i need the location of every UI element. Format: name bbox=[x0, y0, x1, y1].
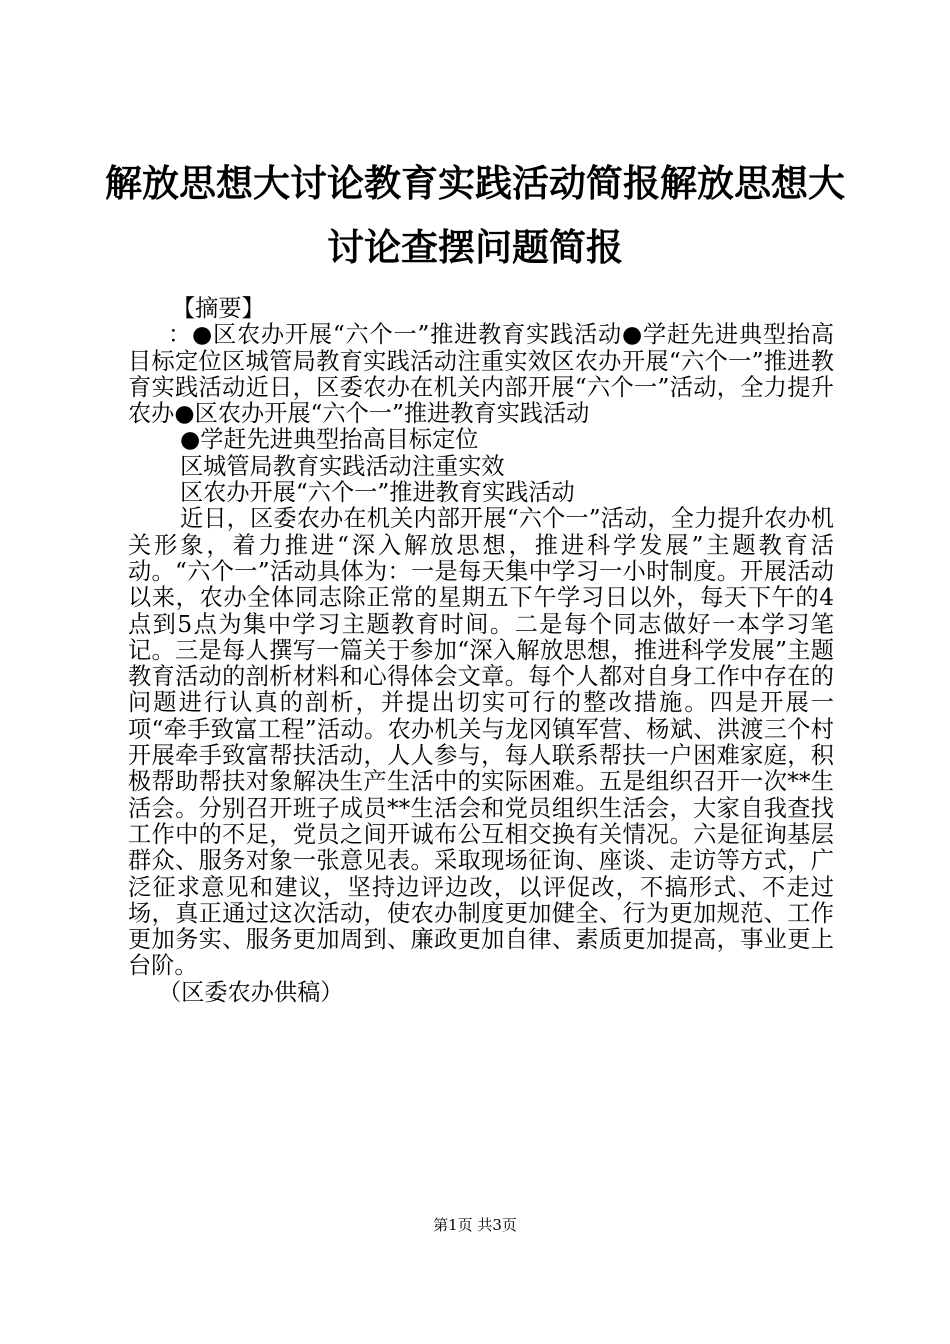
list-item-1: ●学赶先进典型抬高目标定位 bbox=[180, 426, 479, 454]
document-title-line-2: 讨论查摆问题简报 bbox=[327, 225, 623, 269]
source-note: （区委农办供稿） bbox=[158, 978, 344, 1006]
document-title-line-1: 解放思想大讨论教育实践活动简报解放思想大 bbox=[105, 161, 845, 205]
list-item-2: 区城管局教育实践活动注重实效 bbox=[180, 452, 505, 480]
main-paragraph: 近日，区委农办在机关内部开展“六个一”活动，全力提升农办机关形象，着力推进“深入解放思想，推进科学发展”主题教育活动。“六个一”活动具体为：一是每天集中学习一小时制度。开展活动以来，农办全体同志除正常的星期五下午学习日以外，每天下午的4点到5点为集中学习主题教育时间。二是每个同志做好一本学习笔记。三是每人撰写一篇关于参加“深入解放思想，推进科学发展”主题教育活动的剖析材料和心得体会文章。每个人都对自身工作中存在的问题进行认真的剖析，并提出切实可行的整改措施。四是开展一项“牵手致富工程”活动。农办机关与龙冈镇军营、杨斌、洪渡三个村开展牵手致富帮扶活动，人人参与，每人联系帮扶一户困难家庭，积极帮助帮扶对象解决生产生活中的实际困难。五是组织召开一次**生活会。分别召开班子成员**生活会和党员组织生活会，大家自我查找工作中的不足，党员之间开诚布公互相交换有关情况。六是征询基层群众、服务对象一张意见表。采取现场征询、座谈、走访等方式，广泛征求意见和建议，坚持边评边改，以评促改，不搞形式、不走过场，真正通过这次活动，使农办制度更加健全、行为更加规范、工作更加务实、服务更加周到、廉政更加自律、素质更加提高，事业更上台阶。 bbox=[128, 505, 834, 980]
abstract-label: 【摘要】 bbox=[172, 295, 265, 322]
page-number-footer: 第1页 共3页 bbox=[433, 1216, 517, 1234]
document-body bbox=[128, 296, 834, 1006]
abstract-text: ：●区农办开展“六个一”推进教育实践活动●学赶先进典型抬高目标定位区城管局教育实践活动注重实效区农办开展“六个一”推进教育实践活动近日，区委农办在机关内部开展“六个一”活动，全力提升农办●区农办开展“六个一”推进教育实践活动 bbox=[128, 321, 834, 428]
list-item-3: 区农办开展“六个一”推进教育实践活动 bbox=[180, 479, 575, 507]
